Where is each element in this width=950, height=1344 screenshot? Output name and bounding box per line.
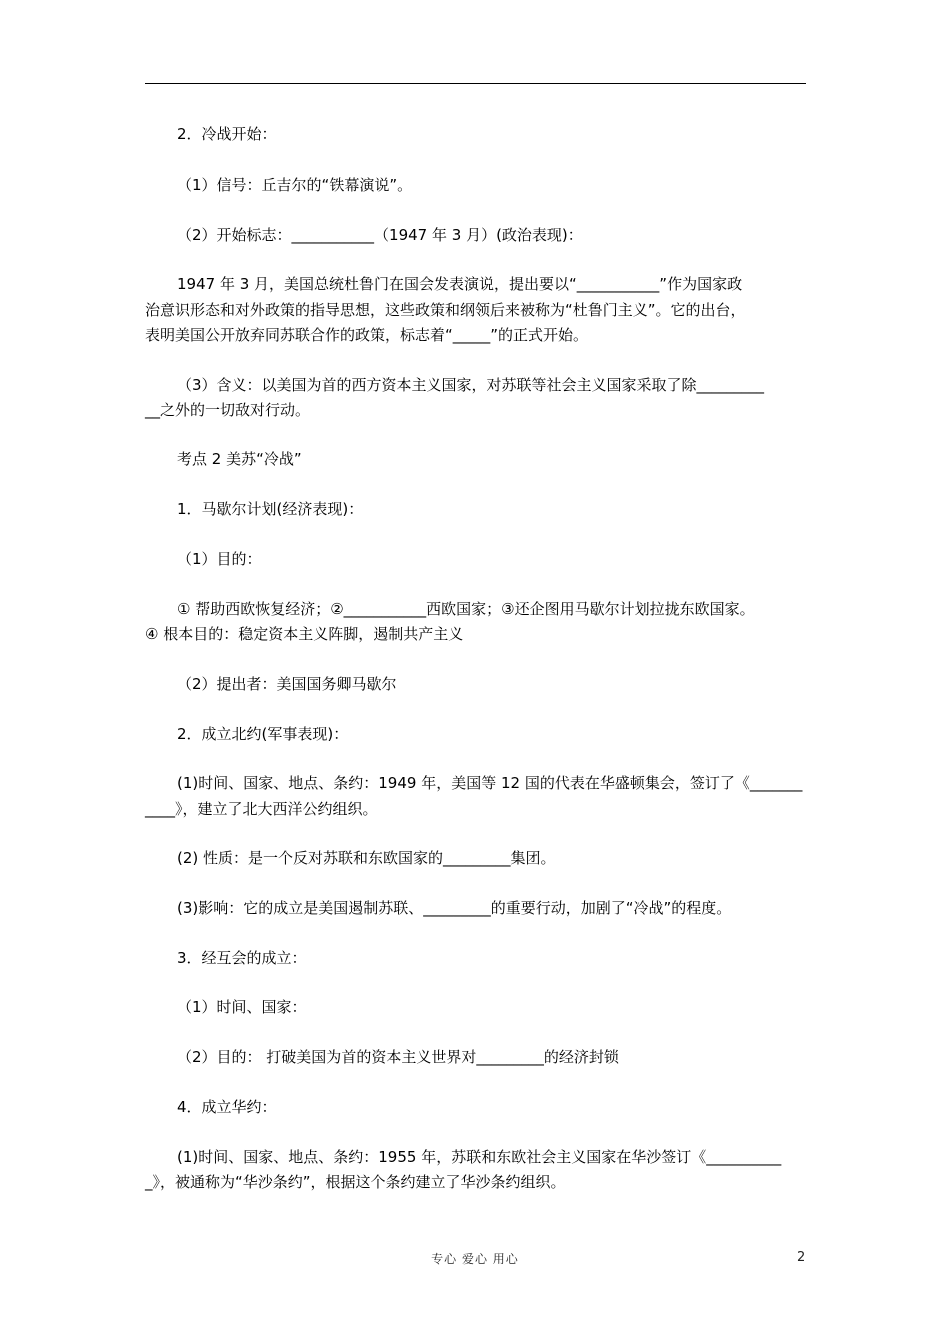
text-line: （1）目的： xyxy=(177,550,262,568)
page-number: 2 xyxy=(797,1250,806,1265)
text-line: 4．成立华约： xyxy=(177,1098,277,1116)
text-line: 1．马歇尔计划(经济表现)： xyxy=(177,500,364,518)
page-footer: 专心 爱心 用心 xyxy=(431,1252,519,1266)
text-line: 1947 年 3 月，美国总统杜鲁门在国会发表演说，提出要以“___________”作为国家政 xyxy=(177,275,743,293)
text-line: （3）含义：以美国为首的西方资本主义国家，对苏联等社会主义国家采取了除_________ xyxy=(177,376,765,394)
text-line: ____》，建立了北大西洋公约组织。 xyxy=(145,800,378,818)
section-title-cold-war-start: 2．冷战开始： xyxy=(177,125,277,143)
text-line: （2）提出者：美国国务卿马歇尔 xyxy=(177,675,397,693)
text-line: （2）目的： 打破美国为首的资本主义世界对_________的经济封锁 xyxy=(177,1048,619,1066)
header-rule xyxy=(145,83,806,84)
text-line: 表明美国公开放弃同苏联合作的政策，标志着“_____”的正式开始。 xyxy=(145,326,589,344)
text-line: 2．成立北约(军事表现)： xyxy=(177,725,349,743)
text-line: （2）开始标志：___________（1947 年 3 月）(政治表现)： xyxy=(177,226,583,244)
text-line: ④ 根本目的：稳定资本主义阵脚，遏制共产主义 xyxy=(145,625,464,643)
text-line: _》，被通称为“华沙条约”，根据这个条约建立了华沙条约组织。 xyxy=(145,1173,566,1191)
text-line: (2) 性质：是一个反对苏联和东欧国家的_________集团。 xyxy=(177,849,556,867)
text-line: (1)时间、国家、地点、条约：1949 年，美国等 12 国的代表在华盛顿集会，签订了《_______ xyxy=(177,774,803,792)
text-line: 3．经互会的成立： xyxy=(177,949,307,967)
text-line: 治意识形态和对外政策的指导思想，这些政策和纲领后来被称为“杜鲁门主义”。它的出台， xyxy=(145,301,746,319)
section-heading: 考点 2 美苏“冷战” xyxy=(177,450,302,468)
text-line: ① 帮助西欧恢复经济；②___________西欧国家；③还企图用马歇尔计划拉拢东欧国家。 xyxy=(177,600,755,618)
text-line: __之外的一切敌对行动。 xyxy=(145,401,311,419)
text-line: （1）信号：丘吉尔的“铁幕演说”。 xyxy=(177,176,413,194)
text-line: (1)时间、国家、地点、条约：1955 年，苏联和东欧社会主义国家在华沙签订《__________ xyxy=(177,1148,782,1166)
text-line: （1）时间、国家： xyxy=(177,998,307,1016)
text-line: (3)影响：它的成立是美国遏制苏联、_________的重要行动，加剧了“冷战”的程度。 xyxy=(177,899,732,917)
